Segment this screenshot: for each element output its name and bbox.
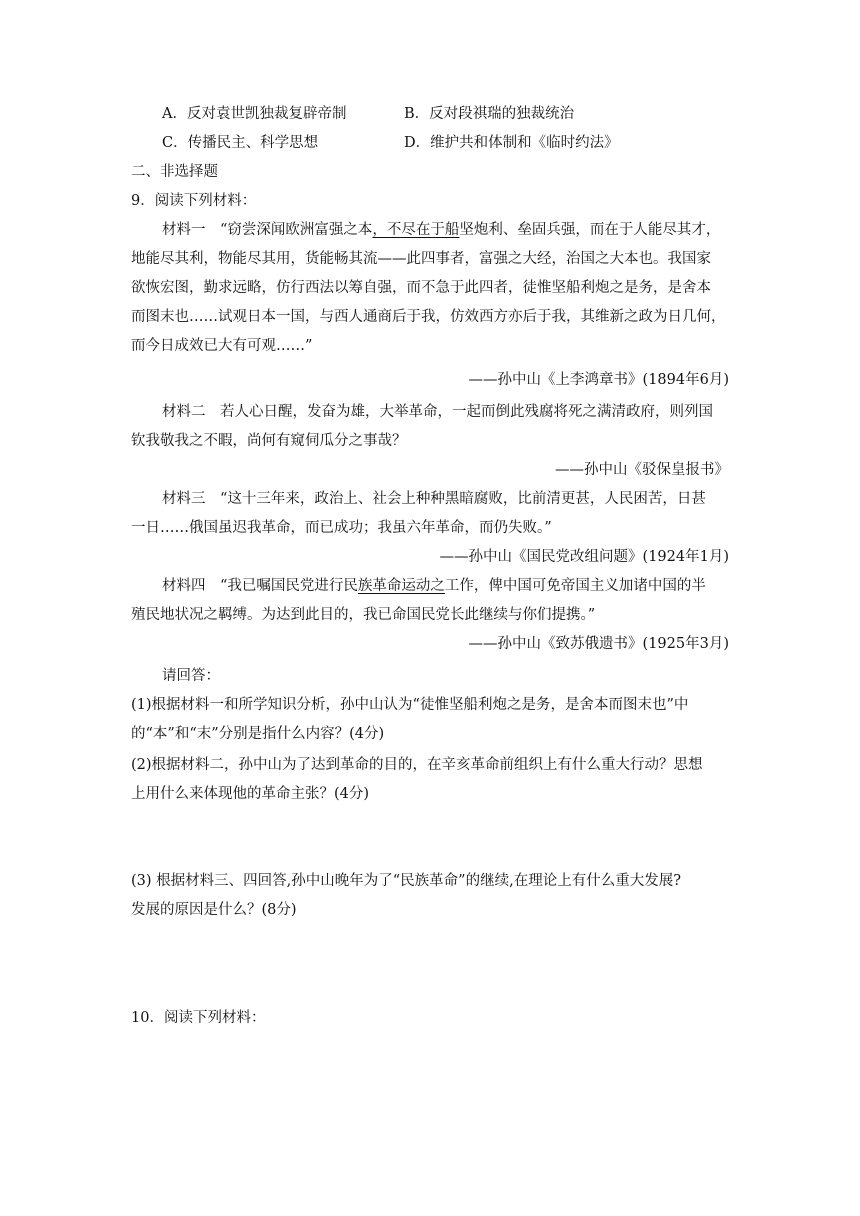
subquestion-2-line-2: 上用什么来体现他的革命主张？(4分) [131, 786, 370, 802]
material-1-source: ——孙中山《上李鸿章书》(1894年6月) [468, 372, 729, 388]
material-1-line-2: 地能尽其利，物能尽其用，货能畅其流——此四事者，富强之大经，治国之大本也。我国家 [131, 251, 711, 267]
option-b: B．反对段祺瑞的独裁统治 [404, 106, 575, 122]
material-2-source: ——孙中山《驳保皇报书》 [555, 462, 729, 478]
subquestion-3-line-2: 发展的原因是什么？(8分) [131, 902, 297, 918]
material-4-source: ——孙中山《致苏俄遗书》(1925年3月) [468, 636, 729, 652]
option-a: A．反对袁世凯独裁复辟帝制 [162, 106, 347, 122]
material-3-line-2: 一日……俄国虽迟我革命，而已成功；我虽六年革命，而仍失败。” [131, 520, 552, 536]
question-10-title: 10．阅读下列材料： [131, 1010, 266, 1026]
material-3-source: ——孙中山《国民党改组问题》(1924年1月) [439, 549, 729, 565]
material-4-line-1: 材料四 “我已嘱国民党进行民族革命运动之工作，俾中国可免帝国主义加诸中国的半 [162, 578, 706, 594]
material-1-line-1: 材料一 “窃尝深闻欧洲富强之本，不尽在于船坚炮利、垒固兵强，而在于人能尽其才， [162, 222, 721, 238]
subquestion-2-line-1: (2)根据材料二，孙中山为了达到革命的目的，在辛亥革命前组织上有什么重大行动？思想 [131, 757, 703, 773]
subquestion-1-line-1: (1)根据材料一和所学知识分析，孙中山认为“徒惟坚船利炮之是务，是舍本而图末也”中 [131, 697, 689, 713]
material-1-line-4: 而图末也……试观日本一国，与西人通商后于我，仿效西方亦后于我，其维新之政为日几何， [131, 309, 726, 325]
underlined-phrase: 族革命运动之 [357, 578, 445, 594]
material-1-line-5: 而今日成效已大有可观……” [131, 338, 313, 354]
answer-prompt: 请回答： [162, 668, 220, 684]
subquestion-3-line-1: (3) 根据材料三、四回答,孙中山晚年为了“民族革命”的继续,在理论上有什么重大发展? [131, 873, 681, 889]
subquestion-1-line-2: 的“本”和“末”分别是指什么内容？(4分) [131, 726, 385, 742]
option-c: C．传播民主、科学思想 [162, 135, 319, 151]
question-9-title: 9．阅读下列材料： [131, 193, 257, 209]
material-2-line-1: 材料二 若人心日醒，发奋为雄，大举革命，一起而倒此残腐将死之满清政府，则列国 [162, 404, 713, 420]
material-1-line-3: 欲恢宏图，勤求远略，仿行西法以筹自强，而不急于此四者，徒惟坚船利炮之是务，是舍本 [131, 280, 711, 296]
material-3-line-1: 材料三 “这十三年来，政治上、社会上种种黑暗腐败，比前清更甚，人民困苦，日甚 [162, 491, 706, 507]
material-2-line-2: 钦我敬我之不暇，尚何有窥伺瓜分之事哉？ [131, 433, 407, 449]
option-d: D．维护共和体制和《临时约法》 [404, 135, 619, 151]
material-4-line-2: 殖民地状况之羁缚。为达到此目的，我已命国民党长此继续与你们提携。” [131, 607, 596, 623]
underlined-phrase: ，不尽在于船 [372, 222, 460, 238]
section-heading: 二、非选择题 [131, 164, 218, 180]
